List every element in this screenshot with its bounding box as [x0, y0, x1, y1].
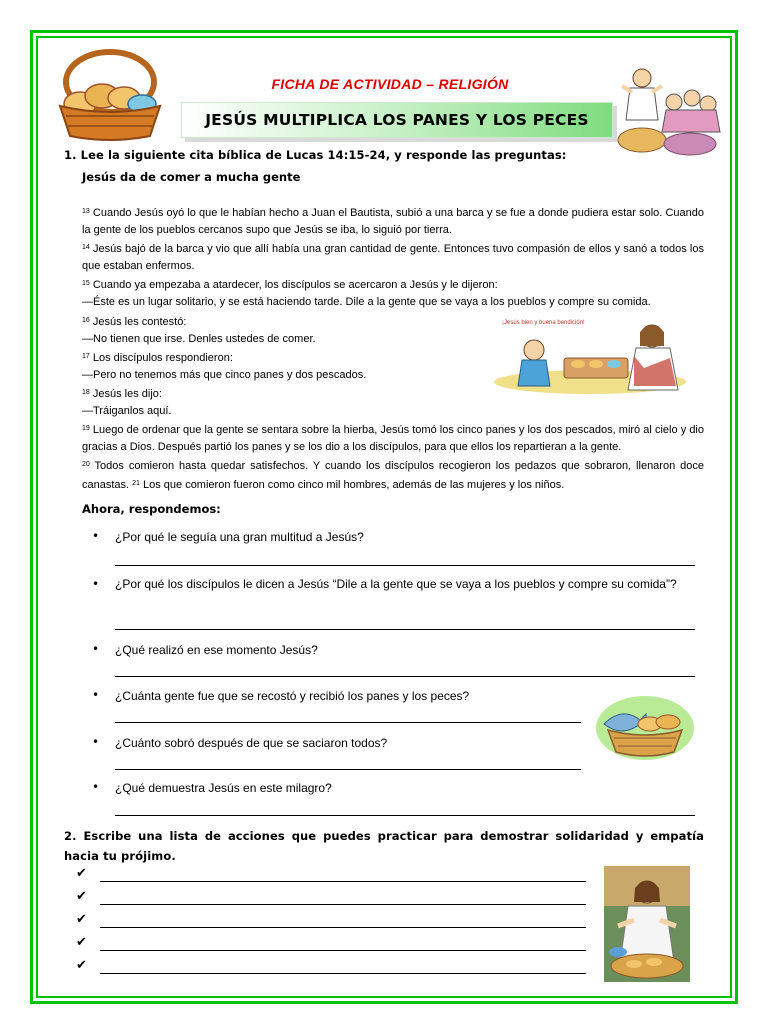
page-title: JESÚS MULTIPLICA LOS PANES Y LOS PECES: [205, 111, 589, 129]
check-icon: ✔: [76, 866, 87, 881]
verse-text: Luego de ordenar que la gente se sentara sobre la hierba, Jesús tomó los cinco panes y los dos pescados, miró al cielo y dio gracias a Dios. Después partió los panes y se los dio a los discípulos, para que ellos los repartieran a la gente.: [82, 424, 704, 454]
answer-line-2[interactable]: [115, 629, 695, 630]
section-2-heading: 2. Escribe una lista de acciones que puedes practicar para demostrar solidaridad y empatía hacia tu prójimo.: [64, 829, 704, 863]
question-5: ¿Cuánto sobró después de que se saciaron todos?: [115, 736, 388, 750]
bullet: •: [92, 735, 100, 749]
question-2: ¿Por qué los discípulos le dicen a Jesús “Dile a la gente que se vaya a los pueblos y compre su comida”?: [115, 577, 677, 591]
jesus-crowd-icon: [612, 62, 724, 158]
bullet: •: [92, 780, 100, 794]
answer-line-1[interactable]: [115, 565, 695, 566]
list-item-line-1[interactable]: [100, 881, 586, 882]
verse-text: Cuando Jesús oyó lo que le habían hecho a Juan el Bautista, subió a una barca y se fue a donde pudiera estar solo. Cuando la gente de los pueblos cercanos supo que Jesús se iba, lo siguió por tierra.: [82, 207, 704, 237]
respond-heading: Ahora, respondemos:: [82, 502, 221, 516]
fish-basket-icon: [594, 690, 696, 762]
passage-paragraph: [82, 348, 482, 367]
passage-title: Jesús da de comer a mucha gente: [82, 170, 301, 184]
verse-number: 13: [82, 208, 90, 215]
verse-text: Cuando ya empezaba a atardecer, los discípulos se acercaron a Jesús y le dijeron:: [89, 279, 498, 292]
passage-paragraph: [82, 384, 482, 403]
verse-text: —Pero no tenemos más que cinco panes y dos pescados.: [82, 368, 367, 381]
bullet: •: [92, 577, 100, 591]
check-icon: ✔: [76, 889, 87, 904]
passage-paragraph: [82, 367, 482, 384]
bullet: •: [92, 529, 100, 543]
verse-number: 14: [82, 244, 90, 252]
verse-text: —No tienen que irse. Denles ustedes de comer.: [82, 332, 316, 345]
jesus-child-icon: [494, 312, 690, 394]
verse-number: 16: [82, 316, 90, 324]
verse-number: 19: [82, 425, 90, 433]
list-item-line-4[interactable]: [100, 950, 586, 951]
passage-paragraph: [82, 331, 482, 348]
verse-number: 20: [82, 461, 90, 469]
verse-text: Los que comieron fueron como cinco mil hombres, además de las mujeres y los niños.: [139, 479, 565, 492]
verse-number: 21: [132, 480, 140, 488]
verse-text: —Tráiganlos aquí.: [82, 405, 172, 418]
passage-paragraph: [82, 239, 704, 275]
verse-text: Jesús bajó de la barca y vio que allí había una gran cantidad de gente. Entonces tuvo compasión de ellos y sanó a todos los que estaban enfermos.: [82, 243, 704, 273]
verse-number: 18: [82, 388, 90, 396]
bullet: •: [92, 688, 100, 702]
question-1: ¿Por qué le seguía una gran multitud a Jesús?: [115, 530, 364, 544]
question-4: ¿Cuánta gente fue que se recostó y recibió los panes y los peces?: [115, 689, 470, 703]
illustration-banner-text: ¡Jesús bien y buena bendición!: [502, 320, 585, 326]
passage-paragraph: [82, 312, 482, 331]
list-item-line-5[interactable]: [100, 973, 586, 974]
check-icon: ✔: [76, 912, 87, 927]
passage-paragraph: [82, 420, 704, 456]
verse-text: Jesús les dijo:: [89, 387, 162, 400]
verse-text: Los discípulos respondieron:: [89, 351, 233, 364]
passage-paragraph: [82, 275, 704, 294]
verse-number: 17: [82, 352, 90, 360]
section-1-heading: 1. Lee la siguiente cita bíblica de Lucas 14:15-24, y responde las preguntas:: [64, 148, 567, 162]
bread-basket-icon: [50, 44, 170, 144]
answer-line-6[interactable]: [115, 815, 695, 816]
list-item-line-3[interactable]: [100, 927, 586, 928]
passage-paragraph: [82, 203, 704, 239]
verse-text: Todos comieron hasta quedar satisfechos. Y cuando los discípulos recogieron los pedazos que sobraron, llenaron doce canastas.: [82, 460, 704, 492]
activity-title: FICHA DE ACTIVIDAD – RELIGIÓN: [271, 76, 509, 92]
answer-line-3[interactable]: [115, 676, 695, 677]
question-3: ¿Qué realizó en ese momento Jesús?: [115, 643, 318, 657]
list-item-line-2[interactable]: [100, 904, 586, 905]
verse-text: —Éste es un lugar solitario, y se está haciendo tarde. Dile a la gente que se vaya a los pueblos y compre su comida.: [82, 296, 651, 309]
question-6: ¿Qué demuestra Jesús en este milagro?: [115, 781, 332, 795]
verse-number: 15: [82, 280, 90, 288]
check-icon: ✔: [76, 935, 87, 950]
passage-paragraph: [82, 294, 704, 311]
answer-line-5[interactable]: [115, 769, 581, 770]
jesus-bread-icon: [604, 866, 690, 982]
answer-line-4[interactable]: [115, 722, 581, 723]
verse-text: Jesús les contestó:: [89, 315, 187, 328]
passage-paragraph: [82, 456, 704, 494]
check-icon: ✔: [76, 958, 87, 973]
passage-paragraph: [82, 403, 482, 420]
bullet: •: [92, 642, 100, 656]
